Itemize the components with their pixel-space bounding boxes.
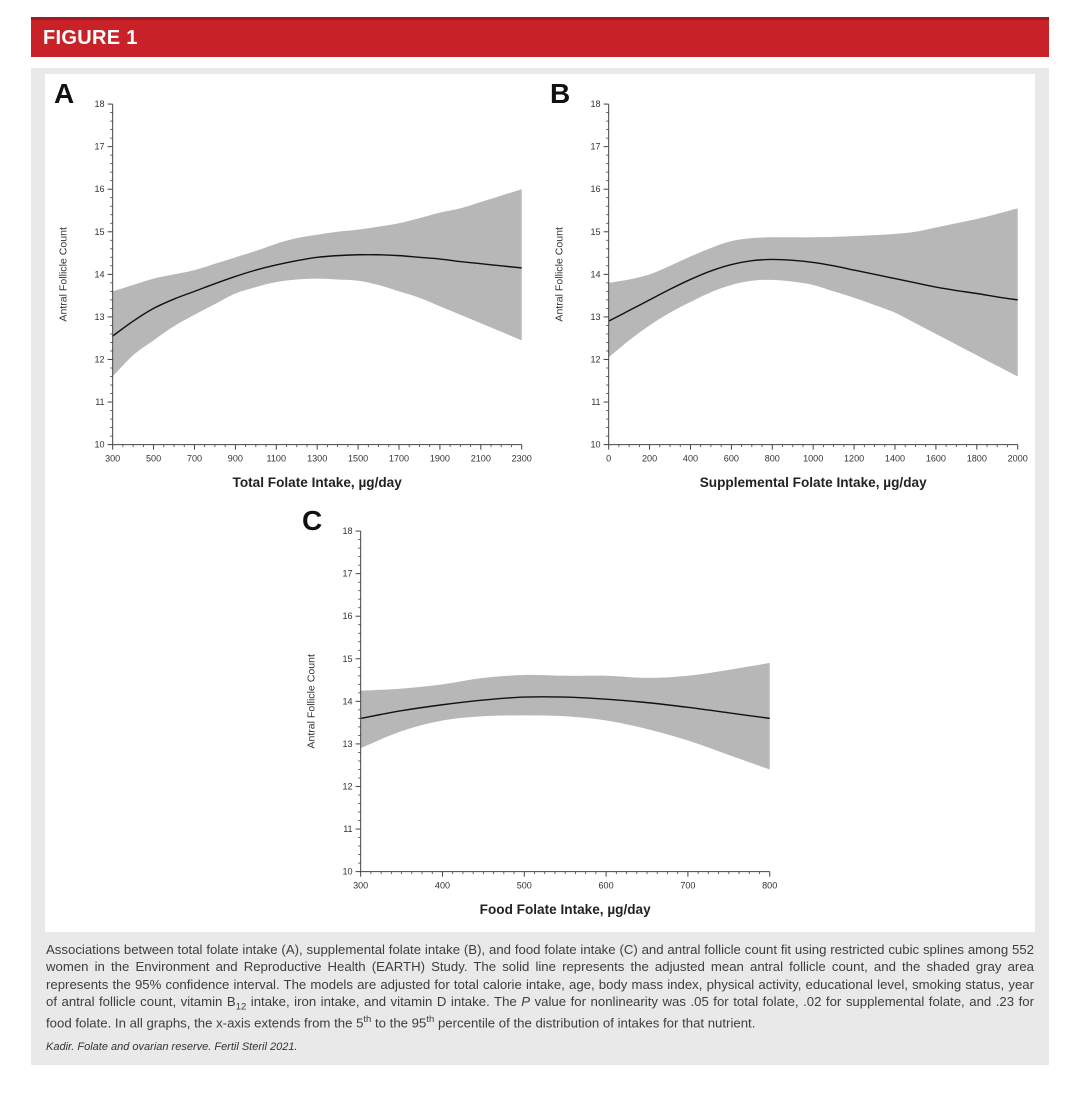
figure-page [31, 17, 1049, 1065]
panel-letter-b: B [550, 78, 571, 109]
svg-text:500: 500 [146, 453, 162, 464]
svg-text:17: 17 [342, 568, 353, 579]
svg-text:16: 16 [342, 611, 353, 622]
svg-text:1000: 1000 [803, 453, 824, 464]
svg-text:10: 10 [590, 439, 601, 450]
svg-text:15: 15 [342, 653, 353, 664]
charts-row-top [50, 80, 1030, 497]
panel-letter-c: C [302, 505, 323, 536]
svg-text:1900: 1900 [429, 453, 450, 464]
charts-row-bottom [50, 507, 1030, 924]
svg-text:700: 700 [680, 880, 696, 891]
chart-panel-b [546, 80, 1030, 497]
panel-letter-a: A [54, 78, 75, 109]
svg-text:1700: 1700 [388, 453, 410, 464]
svg-text:400: 400 [434, 880, 451, 891]
svg-text:1300: 1300 [307, 453, 328, 464]
svg-text:300: 300 [353, 880, 369, 891]
svg-text:18: 18 [342, 526, 353, 537]
svg-text:16: 16 [94, 184, 105, 195]
chart-panel-c [298, 507, 782, 924]
svg-text:600: 600 [723, 453, 739, 464]
svg-text:14: 14 [590, 269, 601, 280]
svg-text:11: 11 [343, 824, 353, 835]
svg-text:17: 17 [590, 141, 601, 152]
svg-text:900: 900 [227, 453, 243, 464]
svg-text:Antral Follicle Count: Antral Follicle Count [57, 227, 70, 322]
figure-banner-label: FIGURE 1 [43, 27, 138, 49]
svg-text:2100: 2100 [470, 453, 491, 464]
svg-text:1800: 1800 [966, 453, 987, 464]
svg-text:Supplemental Folate Intake, µg: Supplemental Folate Intake, µg/day [699, 474, 927, 490]
svg-text:14: 14 [342, 696, 353, 707]
svg-text:17: 17 [94, 141, 105, 152]
svg-text:1400: 1400 [884, 453, 906, 464]
svg-text:600: 600 [598, 880, 614, 891]
svg-text:Food Folate Intake, µg/day: Food Folate Intake, µg/day [479, 901, 651, 917]
chart-b-svg [546, 94, 1030, 497]
svg-text:200: 200 [642, 453, 658, 464]
svg-text:13: 13 [94, 311, 105, 322]
svg-text:13: 13 [590, 311, 601, 322]
figure-banner [31, 17, 1049, 57]
svg-text:1600: 1600 [925, 453, 946, 464]
svg-text:15: 15 [590, 226, 601, 237]
svg-text:11: 11 [591, 397, 601, 408]
chart-c-svg [298, 521, 782, 924]
svg-text:15: 15 [94, 226, 105, 237]
figure-citation: Kadir. Folate and ovarian reserve. Fertil Steril 2021. [46, 1040, 298, 1053]
chart-a-svg [50, 94, 534, 497]
svg-text:700: 700 [186, 453, 203, 464]
svg-text:10: 10 [94, 439, 105, 450]
svg-text:0: 0 [606, 453, 612, 464]
svg-text:12: 12 [94, 354, 105, 365]
figure-body [31, 68, 1049, 1065]
svg-text:Antral Follicle Count: Antral Follicle Count [553, 227, 566, 322]
svg-text:12: 12 [590, 354, 601, 365]
svg-text:800: 800 [762, 880, 778, 891]
svg-text:500: 500 [516, 880, 532, 891]
svg-text:13: 13 [342, 738, 353, 749]
svg-text:18: 18 [590, 99, 601, 110]
svg-text:11: 11 [95, 397, 105, 408]
svg-text:400: 400 [682, 453, 699, 464]
svg-text:800: 800 [764, 453, 780, 464]
figure-caption: Associations between total folate intake (A), supplemental folate intake (B), and food folate intake (C) and antral follicle count fit using restricted cubic splines among 552 women in the Environment and Reproductive Health (EARTH) Study. The solid line represents the adjusted mean antral follicle count, and the shaded gray area represents the 95% confidence interval. The models are adjusted for total calorie intake, age, body mass index, physical activity, educational level, smoking status, year of antral follicle count, vitamin $B_{12}$ intake, iron intake, and vitamin D intake. The P value for nonlinearity was .05 for total folate, .02 for supplemental folate, and .23 for food folate. In all graphs, the x-axis extends from the 5th to the 95th percentile of the distribution of intakes for that nutrient. [46, 942, 1034, 1031]
svg-text:2000: 2000 [1007, 453, 1028, 464]
svg-text:14: 14 [94, 269, 105, 280]
svg-text:1200: 1200 [844, 453, 865, 464]
svg-text:18: 18 [94, 99, 105, 110]
svg-text:Total Folate Intake, µg/day: Total Folate Intake, µg/day [232, 474, 402, 490]
svg-text:1100: 1100 [266, 453, 287, 464]
svg-text:10: 10 [342, 866, 353, 877]
svg-text:2300: 2300 [511, 453, 532, 464]
svg-text:300: 300 [105, 453, 121, 464]
svg-text:16: 16 [590, 184, 601, 195]
svg-text:1500: 1500 [348, 453, 369, 464]
charts-card [45, 74, 1035, 932]
svg-text:Antral Follicle Count: Antral Follicle Count [305, 654, 318, 749]
svg-text:12: 12 [342, 781, 353, 792]
chart-panel-a [50, 80, 534, 497]
